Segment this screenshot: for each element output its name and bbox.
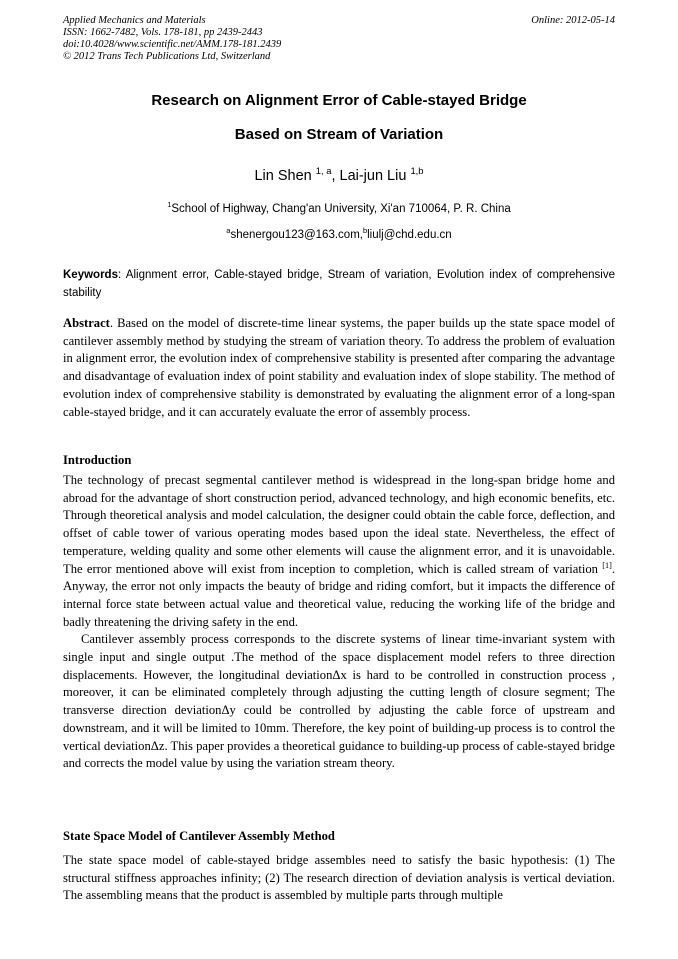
paper-title-line2: Based on Stream of Variation <box>234 126 444 143</box>
abstract-text: . Based on the model of discrete-time linear systems, the paper builds up the state space model of cantilever assembly method by studying the stream of variation theory. To address the problem of evaluation in alignment error, the evolution index of comprehensive stability is presented after comparing the advantage and disadvantage of evaluation index of point stability and evaluation index of slope stability. The method of evolution index of comprehensive stability is demonstrated by evaluating the alignment error of a long-span cable-stayed bridge, and it can accurately evaluate the error of assembly process. <box>63 316 615 419</box>
email-mark: b <box>362 226 368 236</box>
email-mark: a <box>226 226 231 236</box>
state-space-body <box>63 852 615 905</box>
email-address: shenergou123@163.com, <box>230 229 363 241</box>
abstract-label: Abstract <box>63 316 110 330</box>
introduction-body <box>63 472 615 773</box>
keywords-label: Keywords <box>63 269 118 281</box>
online-date: Online: 2012-05-14 <box>531 15 615 26</box>
abstract <box>63 315 615 421</box>
paragraph: Cantilever assembly process corresponds to the discrete systems of linear time-invariant system with single input and single output .The method of the space displacement model refers to three direction displacements. However, the longitudinal deviationΔx is hard to be controlled in construction process , moreover, it can be eliminated completely through adjusting the cutting length of closure segment; The transverse direction deviationΔy could be controlled by adjusting the cable force of upstream and downstream, and it will be limited to 10mm. Therefore, the key point of building-up process is to control the vertical deviationΔz. This paper provides a theoretical guidance to building-up process of cable-stayed bridge and corrects the model value by using the variation stream theory. <box>63 632 616 771</box>
email-address: liulj@chd.edu.cn <box>367 229 452 241</box>
paragraph: The state space model of cable-stayed bridge assembles need to satisfy the basic hypothesis: (1) The structural stiffness approaches infinity; (2) The research direction of deviation analysis is vertical deviation. The assembling means that the product is assembled by multiple parts through multiple <box>63 853 615 903</box>
author-affiliation-mark: 1, a <box>315 165 332 177</box>
author-name: Lai-jun Liu <box>339 168 407 184</box>
author-name: Lin Shen <box>254 168 312 184</box>
citation: [1] <box>602 560 612 570</box>
copyright-line: © 2012 Trans Tech Publications Ltd, Switzerland <box>63 51 271 62</box>
journal-header <box>63 15 615 63</box>
affiliation-text: School of Highway, Chang'an University, Xi'an 710064, P. R. China <box>171 203 511 215</box>
keywords-text: : Alignment error, Cable-stayed bridge, Stream of variation, Evolution index of comprehensive stability <box>63 269 615 299</box>
email-line <box>63 226 615 241</box>
issn-line: ISSN: 1662-7482, Vols. 178-181, pp 2439-2443 <box>63 27 263 38</box>
doi-line: doi:10.4028/www.scientific.net/AMM.178-181.2439 <box>63 39 282 50</box>
section-heading-state-space: State Space Model of Cantilever Assembly Method <box>63 829 335 843</box>
paragraph-text: The technology of precast segmental cantilever method is widespread in the long-span bridge home and abroad for the advantage of short construction period, advanced technology, and high economic benefits, etc. Through theoretical analysis and model calculation, the designer could obtain the cable force, deflection, and offset of cable tower of various operating modes based upon the ideal state. Nevertheless, the effect of temperature, welding quality and some other elements will cause the alignment error, and it is unavoidable. The error mentioned above will exist from inception to completion, which is called stream of variation <box>63 473 615 576</box>
author-affiliation-mark: 1,b <box>410 165 424 177</box>
affiliation-line <box>63 200 615 215</box>
paragraph <box>63 472 615 631</box>
paragraph-text: . Anyway, the error not only impacts the beauty of bridge and riding comfort, but it impacts the difference of internal force state between actual value and theoretical value, reducing the working life of the bridge and badly threatening the driving safety in the end. <box>63 561 615 629</box>
author-separator: , <box>331 168 340 184</box>
authors-line <box>63 165 615 184</box>
keywords <box>63 266 615 302</box>
paper-title-line1: Research on Alignment Error of Cable-stayed Bridge <box>151 92 527 109</box>
section-heading-introduction: Introduction <box>63 453 132 467</box>
affiliation-mark: 1 <box>167 200 172 210</box>
journal-name: Applied Mechanics and Materials <box>63 15 206 26</box>
